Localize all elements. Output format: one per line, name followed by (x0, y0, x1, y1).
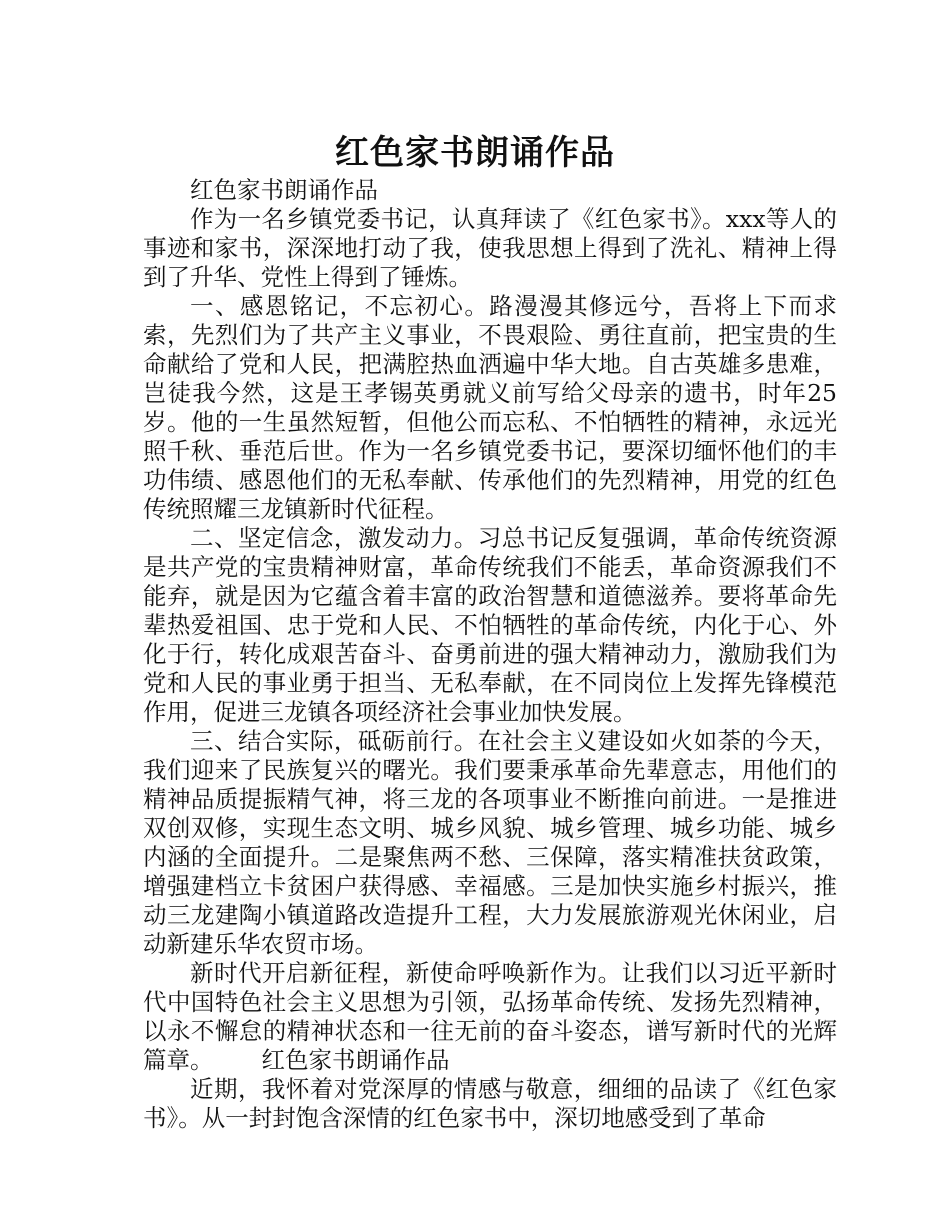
paragraph-section-three: 三、结合实际，砥砺前行。在社会主义建设如火如荼的今天，我们迎来了民族复兴的曙光。我们要秉承革命先辈意志，用他们的精神品质提振精气神，将三龙的各项事业不断推向前进。一是推进双创双修，实现生态文明、城乡风貌、城乡管理、城乡功能、城乡内涵的全面提升。二是聚焦两不愁、三保障，落实精准扶贫政策，增强建档立卡贫困户获得感、幸福感。三是加快实施乡村振兴，推动三龙建陶小镇道路改造提升工程，大力发展旅游观光休闲业，启动新建乐华农贸市场。 (143, 727, 837, 958)
paragraph-section-one: 一、感恩铭记，不忘初心。路漫漫其修远兮，吾将上下而求索，先烈们为了共产主义事业，不畏艰险、勇往直前，把宝贵的生命献给了党和人民，把满腔热血洒遍中华大地。自古英雄多患难，岂徒我今然，这是王孝锡英勇就义前写给父母亲的遗书，时年25岁。他的一生虽然短暂，但他公而忘私、不怕牺牲的精神，永远光照千秋、垂范后世。作为一名乡镇党委书记，要深切缅怀他们的丰功伟绩、感恩他们的无私奉献、传承他们的先烈精神，用党的红色传统照耀三龙镇新时代征程。 (143, 292, 837, 523)
document-body (143, 176, 837, 1133)
conclusion-text: 新时代开启新征程，新使命呼唤新作为。让我们以习近平新时代中国特色社会主义思想为引领，弘扬革命传统、发扬先烈精神，以永不懈怠的精神状态和一往无前的奋斗姿态，谱写新时代的光辉篇章。 (143, 959, 837, 1074)
paragraph-intro: 作为一名乡镇党委书记，认真拜读了《红色家书》。xxx等人的事迹和家书，深深地打动了我，使我思想上得到了洗礼、精神上得到了升华、党性上得到了锤炼。 (143, 205, 837, 291)
paragraph-conclusion (143, 959, 837, 1075)
document-title: 红色家书朗诵作品 (335, 133, 615, 173)
paragraph-subtitle: 红色家书朗诵作品 (190, 176, 378, 204)
inline-heading: 红色家书朗诵作品 (261, 1046, 450, 1074)
paragraph-section-two: 二、坚定信念，激发动力。习总书记反复强调，革命传统资源是共产党的宝贵精神财富，革命传统我们不能丢，革命资源我们不能弃，就是因为它蕴含着丰富的政治智慧和道德滋养。要将革命先辈热爱祖国、忠于党和人民、不怕牺牲的革命传统，内化于心、外化于行，转化成艰苦奋斗、奋勇前进的强大精神动力，激励我们为党和人民的事业勇于担当、无私奉献，在不同岗位上发挥先锋模范作用，促进三龙镇各项经济社会事业加快发展。 (143, 524, 837, 726)
paragraph-second-piece: 近期，我怀着对党深厚的情感与敬意，细细的品读了《红色家书》。从一封封饱含深情的红色家书中，深切地感受到了革命 (143, 1075, 837, 1132)
